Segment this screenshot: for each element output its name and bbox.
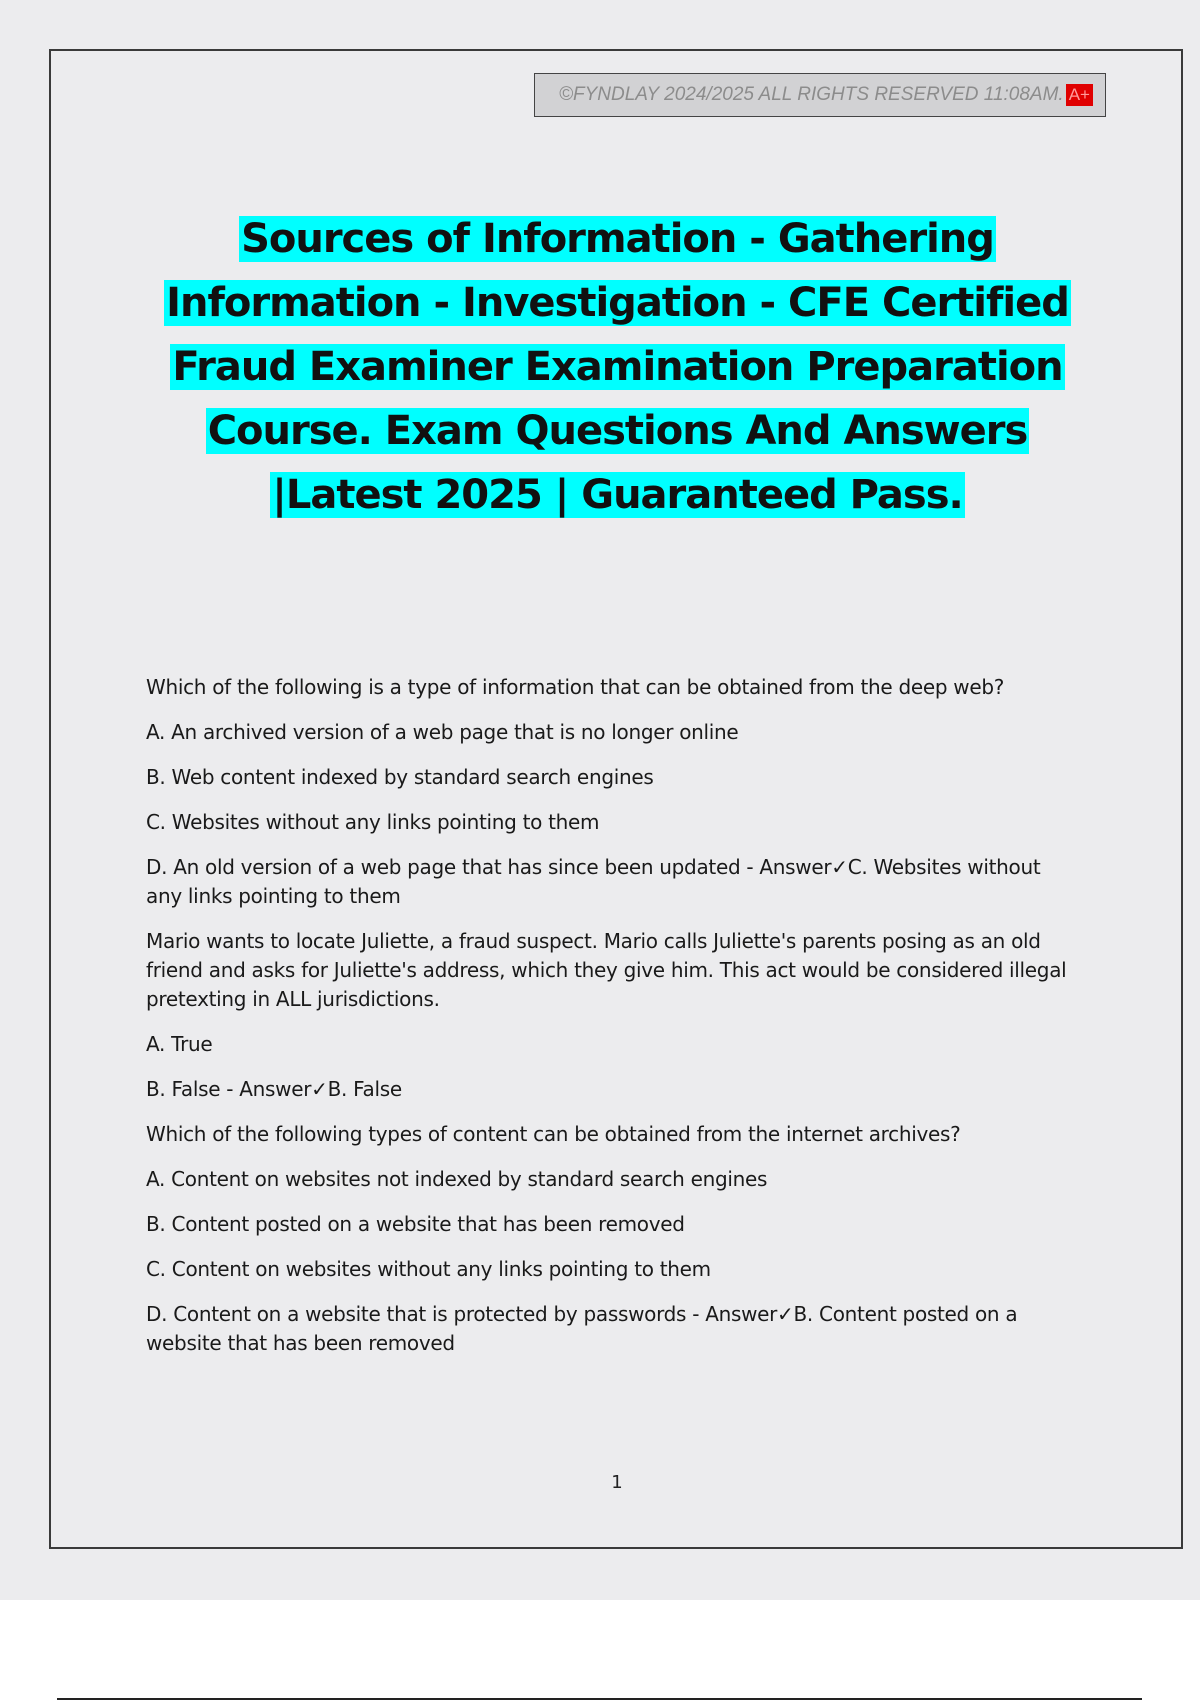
question-1-option-a: A. An archived version of a web page that is no longer online [146, 720, 739, 744]
question-2: Mario wants to locate Juliette, a fraud suspect. Mario calls Juliette's parents posing as an old friend and asks for Juliette's address, which they give him. This act would be considered illegal pretexting in ALL jurisdictions. [146, 929, 1067, 1011]
document-title [140, 207, 1095, 527]
question-1-option-c: C. Websites without any links pointing to them [146, 810, 600, 834]
question-list [146, 673, 1081, 1374]
grade-badge: A+ [1066, 84, 1093, 106]
page-number: 1 [611, 1472, 623, 1493]
question-2-option-a: A. True [146, 1032, 213, 1056]
copyright-text: ©FYNDLAY 2024/2025 ALL RIGHTS RESERVED 11:08AM. [558, 84, 1064, 105]
question-3-option-a: A. Content on websites not indexed by standard search engines [146, 1167, 768, 1191]
copyright-banner [534, 73, 1106, 117]
question-1-option-d-answer: D. An old version of a web page that has since been updated - Answer✓C. Websites without any links pointing to them [146, 855, 1041, 908]
question-3-option-c: C. Content on websites without any links pointing to them [146, 1257, 711, 1281]
question-3: Which of the following types of content can be obtained from the internet archives? [146, 1122, 961, 1146]
document-title-text: Sources of Information - Gathering Information - Investigation - CFE Certified Fraud Examiner Examination Preparation Course. Exam Questions And Answers |Latest 2025 | Guaranteed Pass. [166, 216, 1069, 518]
question-1: Which of the following is a type of information that can be obtained from the deep web? [146, 675, 1005, 699]
question-3-option-d-answer: D. Content on a website that is protected by passwords - Answer✓B. Content posted on a website that has been removed [146, 1302, 1018, 1355]
question-2-option-b-answer: B. False - Answer✓B. False [146, 1077, 402, 1101]
question-1-option-b: B. Web content indexed by standard search engines [146, 765, 654, 789]
question-3-option-b: B. Content posted on a website that has been removed [146, 1212, 685, 1236]
